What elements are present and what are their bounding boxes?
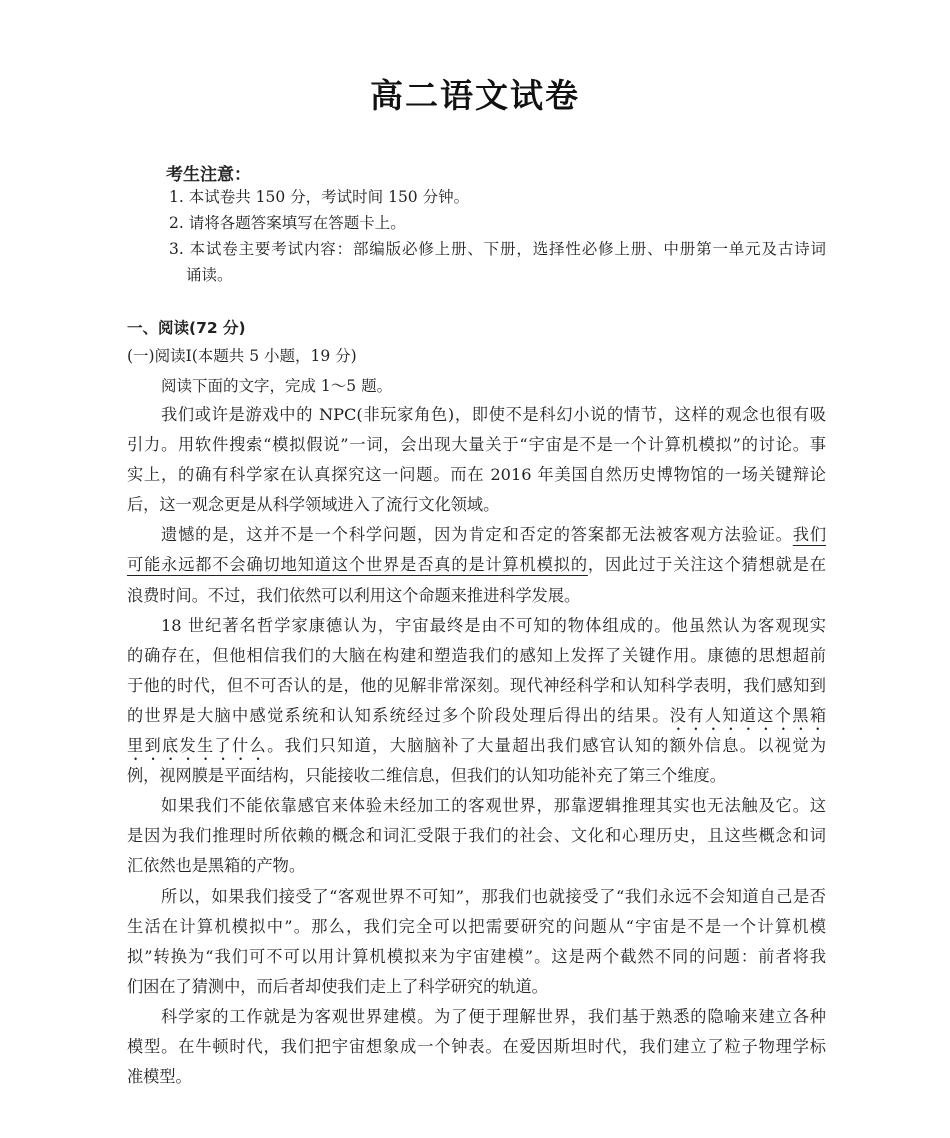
passage-line xyxy=(127,882,826,912)
passage-line xyxy=(127,821,826,851)
text-segment: 如果我们不能依靠感官来体验未经加工的客观世界，那靠逻辑推理其实也无法触及它。这 xyxy=(161,796,826,816)
emphasized-text: 没有人知道这个黑箱 xyxy=(669,705,827,725)
text-segment: 例，视网膜是平面结构，只能接收二维信息，但我们的认知功能补充了第三个维度。 xyxy=(127,766,726,786)
text-segment: 汇依然也是黑箱的产物。 xyxy=(127,856,306,876)
notice-item-3: 3. 本试卷主要考试内容：部编版必修上册、下册，选择性必修上册、中册第一单元及古诗词 xyxy=(169,240,826,258)
underlined-text: 我们 xyxy=(792,525,827,545)
passage-line xyxy=(127,641,826,671)
text-segment: 于他的时代，但不可否认的是，他的见解非常深刻。现代神经科学和认知科学表明，我们感知到 xyxy=(127,675,826,695)
text-segment: 实上，的确有科学家在认真探究这一问题。而在 2016 年美国自然历史博物馆的一场关键辩论 xyxy=(127,465,826,485)
text-segment: 后，这一观念更是从科学领域进入了流行文化领域。 xyxy=(127,495,500,515)
text-segment: 是因为我们推理时所依赖的概念和词汇受限于我们的社会、文化和心理历史，且这些概念和词 xyxy=(127,826,826,846)
text-segment: 们困在了猜测中，而后者却使我们走上了科学研究的轨道。 xyxy=(127,976,548,996)
passage-line xyxy=(127,611,826,641)
reading-instruction: 阅读下面的文字，完成 1～5 题。 xyxy=(161,377,393,395)
notice-heading: 考生注意： xyxy=(166,165,251,185)
reading-passage xyxy=(127,400,826,1092)
passage-line xyxy=(127,581,826,611)
notice-item-2: 2. 请将各题答案填写在答题卡上。 xyxy=(169,214,406,232)
notice-item-3-cont-text: 诵读。 xyxy=(186,266,233,284)
notice-item-1: 1. 本试卷共 150 分，考试时间 150 分钟。 xyxy=(169,188,470,206)
text-segment: 模型。在牛顿时代，我们把宇宙想象成一个钟表。在爱因斯坦时代，我们建立了粒子物理学标 xyxy=(127,1036,826,1056)
passage-line xyxy=(127,400,826,430)
passage-line xyxy=(127,912,826,942)
passage-line xyxy=(127,851,826,881)
passage-line xyxy=(127,1062,826,1092)
page-title: 高二语文试卷 xyxy=(370,76,580,115)
passage-line xyxy=(127,550,826,580)
text-segment: 引力。用软件搜索“模拟假说”一词，会出现大量关于“宇宙是不是一个计算机模拟”的讨论。事 xyxy=(127,435,826,455)
text-segment: 浪费时间。不过，我们依然可以利用这个命题来推进科学发展。 xyxy=(127,585,581,605)
text-segment: 18 世纪著名哲学家康德认为，宇宙最终是由不可知的物体组成的。他虽然认为客观现实 xyxy=(161,615,826,635)
passage-line xyxy=(127,731,826,761)
underlined-text: 可能永远都不会确切地知道这个世界是否真的是计算机模拟的 xyxy=(127,555,588,575)
passage-line xyxy=(127,791,826,821)
text-segment: 科学家的工作就是为客观世界建模。为了便于理解世界，我们基于熟悉的隐喻来建立各种 xyxy=(161,1006,826,1026)
text-segment: 的世界是大脑中感觉系统和认知系统经过多个阶段处理后得出的结果。 xyxy=(127,705,670,725)
text-segment: 的确存在，但他相信我们的大脑在构建和塑造我们的感知上发挥了关键作用。康德的思想超前 xyxy=(127,645,826,665)
text-segment: 拟”转换为“我们可不可以用计算机模拟来为宇宙建模”。这是两个截然不同的问题：前者将我 xyxy=(127,946,826,966)
passage-line xyxy=(127,761,826,791)
passage-line xyxy=(127,1032,826,1062)
passage-line xyxy=(127,942,826,972)
text-segment: 我们或许是游戏中的 NPC(非玩家角色)，即使不是科幻小说的情节，这样的观念也很有吸 xyxy=(161,405,826,424)
subsection-heading: (一)阅读Ⅰ(本题共 5 小题，19 分) xyxy=(127,347,357,365)
text-segment: 遗憾的是，这并不是一个科学问题，因为肯定和否定的答案都无法被客观方法验证。 xyxy=(161,525,793,545)
text-segment: 生活在计算机模拟中”。那么，我们完全可以把需要研究的问题从“宇宙是不是一个计算机模 xyxy=(127,916,826,936)
section-heading: 一、阅读(72 分) xyxy=(127,319,246,337)
passage-line xyxy=(127,520,826,550)
passage-line xyxy=(127,671,826,701)
passage-line xyxy=(127,701,826,731)
emphasized-text: 里到底发生了什么 xyxy=(127,736,268,756)
text-segment: 准模型。 xyxy=(127,1067,192,1087)
passage-line xyxy=(127,490,826,520)
text-segment: 。我们只知道，大脑脑补了大量超出我们感官认知的额外信息。以视觉为 xyxy=(267,736,827,756)
text-segment: 所以，如果我们接受了“客观世界不可知”，那我们也就接受了“我们永远不会知道自己是否 xyxy=(161,886,826,906)
notice-item-3-cont xyxy=(169,262,826,288)
text-segment: ，因此过于关注这个猜想就是在 xyxy=(587,555,827,575)
passage-line xyxy=(127,430,826,460)
passage-line xyxy=(127,1002,826,1032)
passage-line xyxy=(127,972,826,1002)
passage-line xyxy=(127,460,826,490)
